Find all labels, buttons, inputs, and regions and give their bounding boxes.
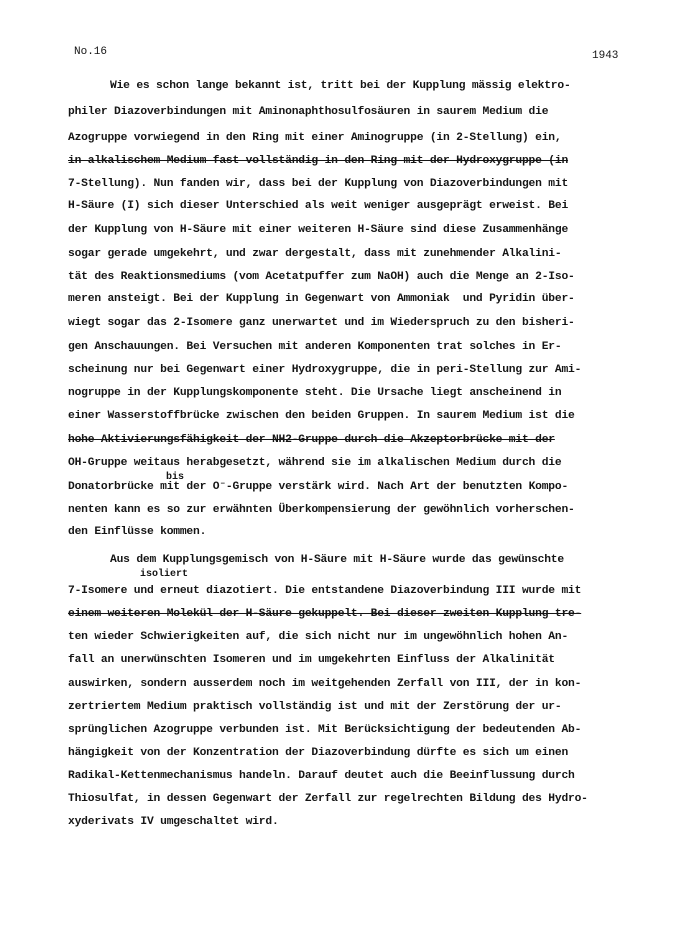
text-line: scheinung nur bei Gegenwart einer Hydroxygruppe, die in peri-Stellung zur Ami- <box>68 364 582 376</box>
text-line: meren ansteigt. Bei der Kupplung in Gegenwart von Ammoniak und Pyridin über- <box>68 293 575 305</box>
text-line: einer Wasserstoffbrücke zwischen den beiden Gruppen. In saurem Medium ist die <box>68 410 575 422</box>
text-line: hängigkeit von der Konzentration der Diazoverbindung dürfte es sich um einen <box>68 747 569 759</box>
page-number: No.16 <box>74 46 108 58</box>
text-line: 7-Isomere und erneut diazotiert. Die entstandene Diazoverbindung III wurde mit <box>68 585 582 597</box>
handwritten-insertion: bis <box>166 472 185 483</box>
text-line: H-Säure (I) sich dieser Unterschied als weit weniger ausgeprägt erweist. Bei <box>68 200 569 212</box>
year-label: 1943 <box>592 50 619 62</box>
text-line: xyderivats IV umgeschaltet wird. <box>68 816 279 828</box>
text-line: nenten kann es so zur erwähnten Überkompensierung der gewöhnlich vorherschen- <box>68 504 575 516</box>
text-line: Aus dem Kupplungsgemisch von H-Säure mit H-Säure wurde das gewünschte <box>110 554 564 566</box>
text-line: der Kupplung von H-Säure mit einer weiteren H-Säure sind diese Zusammenhänge <box>68 224 569 236</box>
text-line: nogruppe in der Kupplungskomponente steht. Die Ursache liegt anscheinend in <box>68 387 562 399</box>
text-line: zertriertem Medium praktisch vollständig ist und mit der Zerstörung der ur- <box>68 701 562 713</box>
text-line: ten wieder Schwierigkeiten auf, die sich nicht nur im ungewöhnlich hohen An- <box>68 631 569 643</box>
text-line: in alkalischem Medium fast vollständig in den Ring mit der Hydroxygruppe (in <box>68 155 569 167</box>
handwritten-insertion: isoliert <box>140 569 189 580</box>
text-line: OH-Gruppe weitaus herabgesetzt, während sie im alkalischen Medium durch die <box>68 457 562 469</box>
text-line: fall an unerwünschten Isomeren und im umgekehrten Einfluss der Alkalinität <box>68 654 555 666</box>
text-line: Azogruppe vorwiegend in den Ring mit einer Aminogruppe (in 2-Stellung) ein, <box>68 132 562 144</box>
text-line: auswirken, sondern ausserdem noch im weitgehenden Zerfall von III, der in kon- <box>68 678 582 690</box>
text-line: Radikal-Kettenmechanismus handeln. Darauf deutet auch die Beeinflussung durch <box>68 770 575 782</box>
text-line: Thiosulfat, in dessen Gegenwart der Zerfall zur regelrechten Bildung des Hydro- <box>68 793 588 805</box>
text-line: sogar gerade umgekehrt, und zwar dergestalt, dass mit zunehmender Alkalini- <box>68 248 562 260</box>
text-line: wiegt sogar das 2-Isomere ganz unerwartet und im Wiederspruch zu den bisheri- <box>68 317 575 329</box>
text-line: den Einflüsse kommen. <box>68 526 207 538</box>
text-line: Donatorbrücke mit der O⁻-Gruppe verstärk wird. Nach Art der benutzten Kompo- <box>68 481 569 493</box>
text-line: sprünglichen Azogruppe verbunden ist. Mit Berücksichtigung der bedeutenden Ab- <box>68 724 582 736</box>
text-line: hohe Aktivierungsfähigkeit der NH2-Gruppe durch die Akzeptorbrücke mit der <box>68 434 555 446</box>
text-line: gen Anschauungen. Bei Versuchen mit anderen Komponenten trat solches in Er- <box>68 341 562 353</box>
text-line: 7-Stellung). Nun fanden wir, dass bei der Kupplung von Diazoverbindungen mit <box>68 178 569 190</box>
text-line: tät des Reaktionsmediums (vom Acetatpuffer zum NaOH) auch die Menge an 2-Iso- <box>68 271 575 283</box>
text-line: Wie es schon lange bekannt ist, tritt bei der Kupplung mässig elektro- <box>110 80 571 92</box>
text-line: philer Diazoverbindungen mit Aminonaphthosulfosäuren in saurem Medium die <box>68 106 549 118</box>
text-line: einem weiteren Molekül der H-Säure gekuppelt. Bei dieser zweiten Kupplung tre- <box>68 608 582 620</box>
